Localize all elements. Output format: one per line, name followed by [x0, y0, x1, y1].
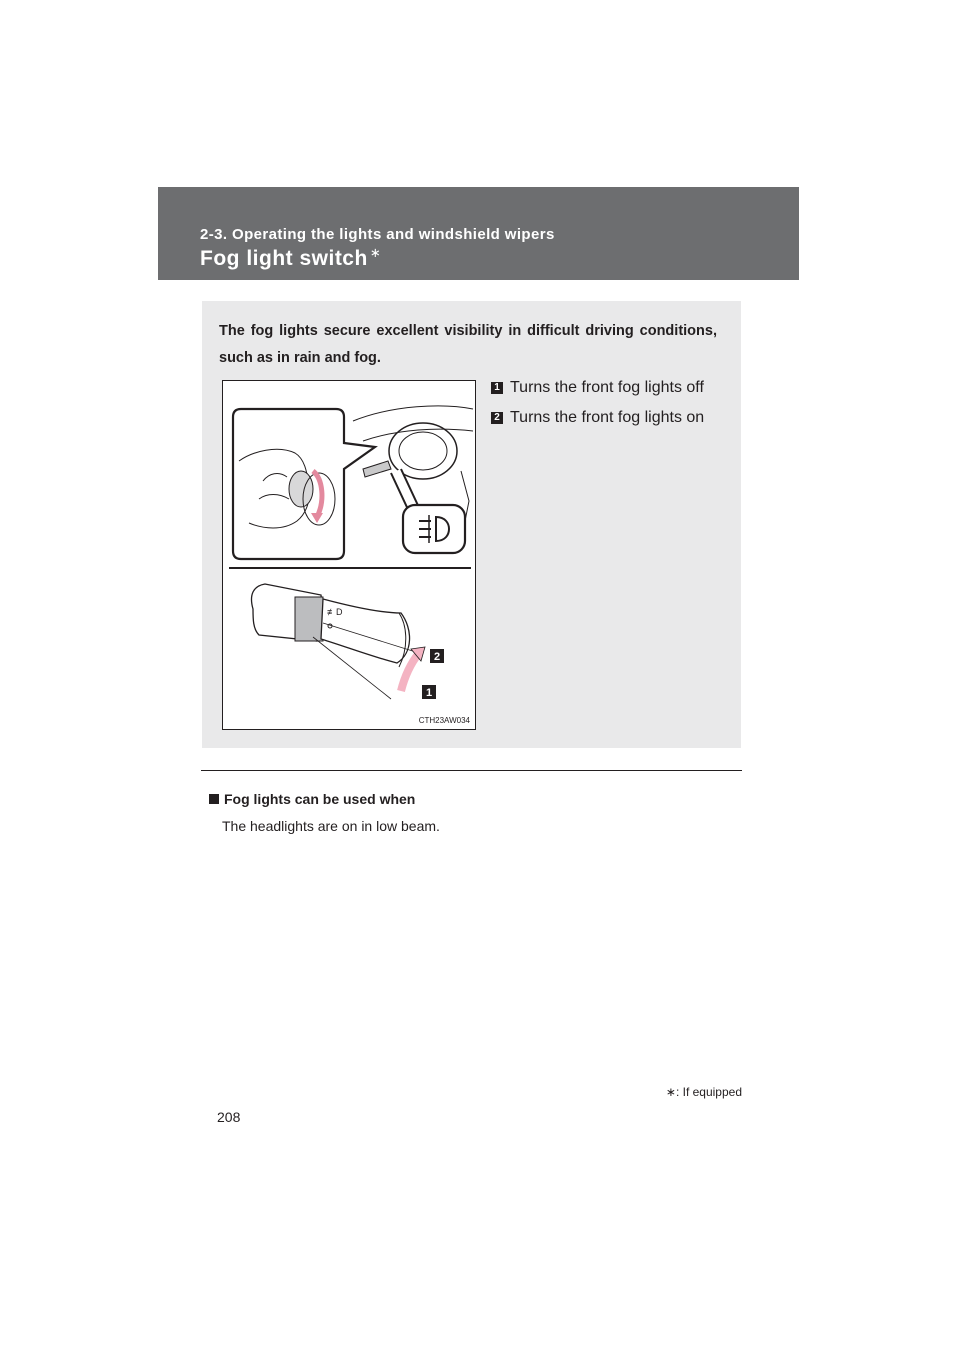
svg-text:2: 2: [433, 651, 441, 663]
svg-text:1: 1: [425, 687, 433, 699]
number-badge-icon: 2: [491, 412, 503, 424]
equipped-mark: ∗: [369, 245, 382, 260]
note-heading-text: Fog lights can be used when: [224, 791, 416, 807]
section-header: [158, 187, 799, 280]
note-body: The headlights are on in low beam.: [222, 818, 440, 834]
legend-label: Turns the front fog lights off: [510, 379, 704, 396]
callout-2: [430, 649, 444, 663]
intro-text: The fog lights secure excellent visibility in difficult driving conditions, such as in rain and fog.: [219, 323, 717, 366]
legend: [491, 374, 736, 434]
svg-text:≢D: ≢D: [327, 607, 343, 617]
square-bullet-icon: [209, 794, 219, 804]
legend-item-1: [491, 374, 736, 402]
equipped-footnote: ∗: If equipped: [665, 1085, 742, 1099]
section-divider: [201, 770, 742, 771]
number-badge-icon: 1: [491, 382, 503, 394]
intro-box: [202, 301, 741, 748]
illustration-svg: [223, 381, 477, 731]
figure-code: CTH23AW034: [418, 716, 470, 725]
fog-light-symbol-icon: [403, 505, 465, 553]
section-label: 2-3. Operating the lights and windshield wipers: [200, 226, 555, 243]
page-title-text: Fog light switch: [200, 247, 368, 270]
inset-hand-panel: [233, 409, 375, 559]
legend-label: Turns the front fog lights on: [510, 409, 705, 426]
fog-switch-illustration: [222, 380, 476, 730]
note-heading: [209, 791, 415, 807]
fog-switch-lever: [252, 584, 426, 699]
page-title: [200, 245, 381, 271]
legend-item-2: [491, 404, 736, 432]
page-number: 208: [217, 1109, 241, 1125]
callout-1: [422, 685, 436, 699]
